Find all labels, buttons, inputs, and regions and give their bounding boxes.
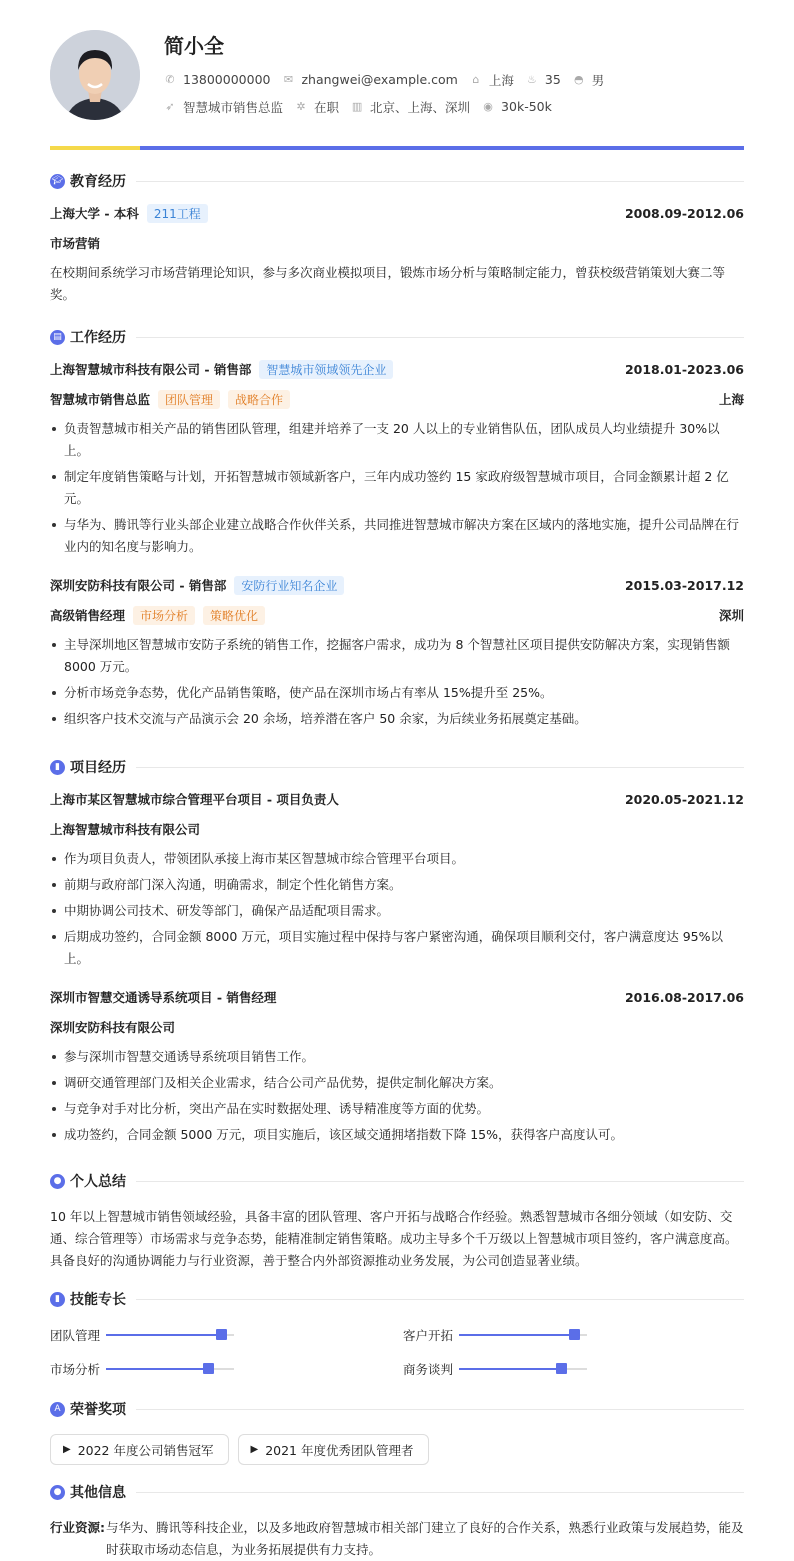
skill-slider (106, 1334, 234, 1336)
skill-thumb (556, 1363, 567, 1374)
project-bullet: 调研交通管理部门及相关企业需求，结合公司产品优势，提供定制化解决方案。 (50, 1072, 744, 1094)
salary-icon: ◉ (483, 100, 493, 113)
skill-item (50, 1352, 403, 1386)
project-bullet: 中期协调公司技术、研发等部门，确保产品适配项目需求。 (50, 900, 744, 922)
skill-name: 团队管理 (50, 1328, 101, 1343)
job-title: 智慧城市销售总监 (50, 392, 151, 407)
graduation-cap-icon: 🎓︎ (50, 174, 65, 189)
salary: 30k-50k (501, 99, 552, 114)
target-cities: 北京、上海、深圳 (370, 99, 471, 115)
triangle-icon: ▶ (250, 1444, 259, 1455)
skill-thumb (569, 1329, 580, 1340)
award-icon: A (50, 1402, 65, 1417)
skill-tag: 市场分析 (133, 606, 195, 625)
school: 上海大学 - 本科 (50, 206, 139, 221)
project-date: 2016.08-2017.06 (624, 989, 744, 1005)
skill-tag: 团队管理 (158, 390, 220, 409)
work-item (50, 570, 744, 730)
briefcase-icon: ▤ (50, 330, 65, 345)
triangle-icon: ▶ (63, 1444, 71, 1455)
skill-thumb (203, 1363, 214, 1374)
work-bullet: 与华为、腾讯等行业头部企业建立战略合作伙伴关系，共同推进智慧城市解决方案在区域内的落地实施，提升公司品牌在行业内的知名度与影响力。 (50, 514, 744, 558)
project-bullet: 作为项目负责人，带领团队承接上海市某区智慧城市综合管理平台项目。 (50, 848, 744, 870)
other-info: 行业资源: 与华为、腾讯等科技企业，以及多地政府智慧城市相关部门建立了良好的合作关系，熟悉行业政策与发展趋势，能及时获取市场动态信息，为业务拓展提供有力支持。 (50, 1520, 744, 1557)
edu-desc: 在校期间系统学习市场营销理论知识，参与多次商业模拟项目，锻炼市场分析与策略制定能力，曾获校级营销策划大赛二等奖。 (50, 265, 726, 302)
send-icon: ➶ (165, 100, 175, 113)
skill-slider (106, 1368, 234, 1370)
avatar (50, 30, 140, 120)
project-bullet: 前期与政府部门深入沟通，明确需求，制定个性化销售方案。 (50, 874, 744, 896)
project-item (50, 784, 744, 970)
project-org: 深圳安防科技有限公司 (50, 1020, 176, 1035)
skill-tag: 策略优化 (203, 606, 265, 625)
section-work: ▤ 工作经历 (50, 326, 744, 348)
skill-slider (459, 1368, 587, 1370)
skill-name: 客户开拓 (403, 1328, 454, 1343)
gender: 男 (591, 72, 605, 88)
section-awards: A 荣誉奖项 (50, 1398, 744, 1420)
major: 市场营销 (50, 236, 101, 251)
project-bullet: 参与深圳市智慧交通诱导系统项目销售工作。 (50, 1046, 744, 1068)
user-icon: ◓ (573, 73, 584, 86)
work-bullet: 分析市场竞争态势，优化产品销售策略，使产品在深圳市场占有率从 15%提升至 25%。 (50, 682, 744, 704)
project-bullet: 成功签约，合同金额 5000 万元，项目实施后，该区域交通拥堵指数下降 15%，获得客户高度认可。 (50, 1124, 744, 1146)
email: zhangwei@example.com (301, 72, 458, 87)
job-title: 高级销售经理 (50, 608, 126, 623)
info-icon: ● (50, 1485, 65, 1500)
company: 深圳安防科技有限公司 - 销售部 (50, 578, 227, 593)
skill-tag: 战略合作 (228, 390, 290, 409)
company-tag: 智慧城市领域领先企业 (259, 360, 393, 379)
section-education: 🎓︎ 教育经历 (50, 170, 744, 192)
edu-date: 2008.09-2012.06 (624, 205, 744, 221)
work-bullet: 制定年度销售策略与计划，开拓智慧城市领域新客户，三年内成功签约 15 家政府级智慧城市项目，合同金额累计超 2 亿元。 (50, 466, 744, 510)
work-item (50, 354, 744, 558)
section-skills: ▮ 技能专长 (50, 1288, 744, 1310)
school-tag: 211工程 (147, 204, 208, 223)
work-location: 上海 (718, 392, 744, 407)
work-bullet: 组织客户技术交流与产品演示会 20 余场，培养潜在客户 50 余家，为后续业务拓展奠定基础。 (50, 708, 744, 730)
cake-icon: ♨ (526, 73, 537, 86)
company: 上海智慧城市科技有限公司 - 销售部 (50, 362, 252, 377)
company-tag: 安防行业知名企业 (234, 576, 344, 595)
section-other: ● 其他信息 (50, 1481, 744, 1503)
work-bullet: 负责智慧城市相关产品的销售团队管理，组建并培养了一支 20 人以上的专业销售队伍，团队成员人均业绩提升 30%以上。 (50, 418, 744, 462)
chart-icon: ▮ (50, 760, 65, 775)
award-item: ▶ 2022 年度公司销售冠军 (50, 1434, 229, 1465)
status: 在职 (314, 99, 340, 115)
phone-icon: ✆ (165, 73, 175, 86)
project-name: 上海市某区智慧城市综合管理平台项目 - 项目负责人 (50, 792, 339, 807)
person-icon: ● (50, 1174, 65, 1189)
award-item: ▶ 2021 年度优秀团队管理者 (238, 1434, 429, 1465)
position: 智慧城市销售总监 (183, 99, 284, 115)
work-bullet: 主导深圳地区智慧城市安防子系统的销售工作，挖掘客户需求，成功为 8 个智慧社区项目提供安防解决方案，实现销售额 8000 万元。 (50, 634, 744, 678)
skill-thumb (216, 1329, 227, 1340)
candidate-name: 简小全 (164, 34, 224, 58)
section-summary: ● 个人总结 (50, 1170, 744, 1192)
city: 上海 (488, 72, 514, 88)
skill-item (50, 1318, 403, 1352)
project-item (50, 982, 744, 1146)
work-location: 深圳 (718, 608, 744, 623)
skill-item (403, 1318, 744, 1352)
project-date: 2020.05-2021.12 (624, 791, 744, 807)
status-icon: ✲ (296, 100, 306, 113)
building-icon: ▥ (351, 100, 363, 113)
skill-name: 市场分析 (50, 1362, 101, 1377)
home-icon: ⌂ (472, 73, 480, 86)
color-divider (50, 146, 744, 150)
mail-icon: ✉ (283, 73, 294, 86)
project-org: 上海智慧城市科技有限公司 (50, 822, 201, 837)
project-name: 深圳市智慧交通诱导系统项目 - 销售经理 (50, 990, 277, 1005)
age: 35 (544, 72, 561, 87)
skill-slider (459, 1334, 587, 1336)
skill-name: 商务谈判 (403, 1362, 454, 1377)
skill-item (403, 1352, 744, 1386)
project-bullet: 与竞争对手对比分析，突出产品在实时数据处理、诱导精准度等方面的优势。 (50, 1098, 744, 1120)
work-date: 2015.03-2017.12 (624, 577, 744, 593)
bar-chart-icon: ▮ (50, 1292, 65, 1307)
project-bullet: 后期成功签约，合同金额 8000 万元，项目实施过程中保持与客户紧密沟通，确保项目顺利交付，客户满意度达 95%以上。 (50, 926, 744, 970)
phone: 13800000000 (183, 72, 271, 87)
profile-header (50, 28, 744, 124)
section-projects: ▮ 项目经历 (50, 756, 744, 778)
work-date: 2018.01-2023.06 (624, 361, 744, 377)
summary-text: 10 年以上智慧城市销售领域经验，具备丰富的团队管理、客户开拓与战略合作经验。熟悉智慧城市各细分领域（如安防、交通、综合管理等）市场需求与竞争态势，能精准制定销售策略。成功主导多个千万级以上智慧城市项目签约，客户满意度高。具备良好的沟通协调能力与行业资源，善于整合内外部资源推动业务发展，为公司创造显著业绩。 (50, 1209, 738, 1268)
